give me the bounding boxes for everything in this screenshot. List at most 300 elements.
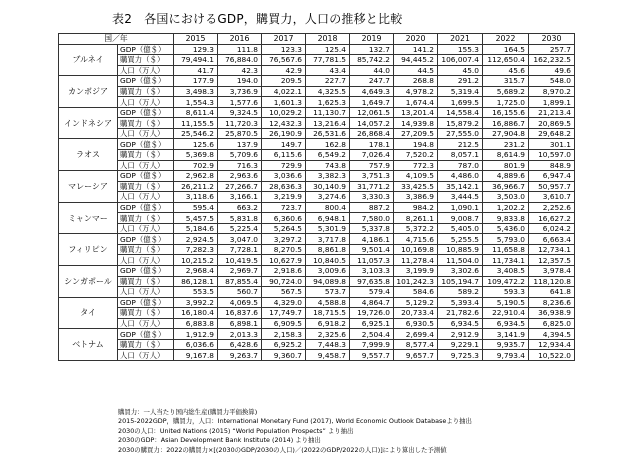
indicator-label: 人口（万人） — [118, 223, 174, 234]
value-cell: 3,992.2 — [174, 297, 218, 308]
data-table — [58, 33, 575, 361]
value-cell: 111.8 — [218, 44, 262, 55]
value-cell: 79,494.1 — [174, 55, 218, 66]
value-cell: 90,724.0 — [262, 276, 306, 287]
value-cell: 14,558.4 — [438, 107, 483, 118]
indicator-label: GDP（億＄） — [118, 76, 174, 87]
indicator-label: 人口（万人） — [118, 287, 174, 298]
value-cell: 21,782.6 — [438, 308, 483, 319]
value-cell: 17,749.7 — [262, 308, 306, 319]
value-cell: 178.1 — [350, 139, 394, 150]
country-name: シンガポール — [59, 266, 118, 298]
value-cell: 2,962.8 — [174, 171, 218, 182]
value-cell: 9,501.4 — [350, 244, 394, 255]
value-cell: 8,236.6 — [529, 297, 575, 308]
value-cell: 1,090.1 — [438, 202, 483, 213]
value-cell: 11,720.3 — [218, 118, 262, 129]
country-name: カンボジア — [59, 76, 118, 108]
table-row — [59, 44, 575, 55]
value-cell: 7,580.0 — [350, 213, 394, 224]
value-cell: 6,918.2 — [306, 318, 350, 329]
value-cell: 848.9 — [529, 160, 575, 171]
value-cell: 10,169.8 — [394, 244, 438, 255]
value-cell: 3,118.6 — [174, 192, 218, 203]
indicator-label: 人口（万人） — [118, 318, 174, 329]
value-cell: 27,904.8 — [483, 128, 529, 139]
table-row — [59, 65, 575, 76]
table-row — [59, 202, 575, 213]
value-cell: 11,130.7 — [306, 107, 350, 118]
value-cell: 4,329.0 — [262, 297, 306, 308]
value-cell: 2,968.4 — [174, 266, 218, 277]
table-row — [59, 150, 575, 161]
value-cell: 8,261.1 — [394, 213, 438, 224]
table-row — [59, 97, 575, 108]
value-cell: 1,601.3 — [262, 97, 306, 108]
value-cell: 14,939.8 — [394, 118, 438, 129]
table-row — [59, 287, 575, 298]
value-cell: 194.0 — [218, 76, 262, 87]
value-cell: 2,504.4 — [350, 329, 394, 340]
value-cell: 94,445.2 — [394, 55, 438, 66]
value-cell: 15,879.2 — [438, 118, 483, 129]
value-cell: 5,255.5 — [438, 234, 483, 245]
country-name: フィリピン — [59, 234, 118, 266]
value-cell: 560.7 — [218, 287, 262, 298]
value-cell: 155.3 — [438, 44, 483, 55]
value-cell: 10,215.2 — [174, 255, 218, 266]
value-cell: 6,947.4 — [529, 171, 575, 182]
value-cell: 3,297.2 — [262, 234, 306, 245]
value-cell: 16,837.6 — [218, 308, 262, 319]
table-row — [59, 171, 575, 182]
value-cell: 2,158.3 — [262, 329, 306, 340]
value-cell: 10,627.9 — [262, 255, 306, 266]
header-corner: 国／年 — [59, 34, 174, 45]
value-cell: 8,270.5 — [262, 244, 306, 255]
value-cell: 9,557.7 — [350, 350, 394, 361]
value-cell: 5,129.2 — [394, 297, 438, 308]
value-cell: 4,069.5 — [218, 297, 262, 308]
value-cell: 26,211.2 — [174, 181, 218, 192]
value-cell: 36,966.7 — [483, 181, 529, 192]
value-cell: 4,186.1 — [350, 234, 394, 245]
table-row — [59, 297, 575, 308]
value-cell: 6,925.2 — [262, 339, 306, 350]
value-cell: 9,229.1 — [438, 339, 483, 350]
table-row — [59, 339, 575, 350]
value-cell: 702.9 — [174, 160, 218, 171]
value-cell: 231.2 — [483, 139, 529, 150]
value-cell: 10,840.5 — [306, 255, 350, 266]
value-cell: 3,166.1 — [218, 192, 262, 203]
table-row — [59, 329, 575, 340]
value-cell: 641.8 — [529, 287, 575, 298]
value-cell: 772.3 — [394, 160, 438, 171]
indicator-label: GDP（億＄） — [118, 139, 174, 150]
value-cell: 887.2 — [350, 202, 394, 213]
value-cell: 787.0 — [438, 160, 483, 171]
value-cell: 13,216.4 — [306, 118, 350, 129]
value-cell: 548.0 — [529, 76, 575, 87]
value-cell: 11,658.8 — [483, 244, 529, 255]
value-cell: 132.7 — [350, 44, 394, 55]
indicator-label: 購買力（＄） — [118, 308, 174, 319]
note-line: 2015-2022GDP，購買力，人口：International Monetary Fund (2017), World Economic Outlook Databaseより抽出 — [118, 417, 472, 426]
country-name: ミャンマー — [59, 202, 118, 234]
table-row — [59, 234, 575, 245]
table-row — [59, 160, 575, 171]
value-cell: 4,109.5 — [394, 171, 438, 182]
value-cell: 723.7 — [262, 202, 306, 213]
value-cell: 3,498.3 — [174, 86, 218, 97]
value-cell: 5,319.4 — [438, 86, 483, 97]
value-cell: 3,330.3 — [350, 192, 394, 203]
value-cell: 7,999.9 — [350, 339, 394, 350]
value-cell: 9,324.5 — [218, 107, 262, 118]
value-cell: 14,057.2 — [350, 118, 394, 129]
value-cell: 209.5 — [262, 76, 306, 87]
value-cell: 9,360.7 — [262, 350, 306, 361]
value-cell: 6,934.5 — [483, 318, 529, 329]
table-row — [59, 107, 575, 118]
value-cell: 2,912.9 — [438, 329, 483, 340]
value-cell: 268.8 — [394, 76, 438, 87]
value-cell: 5,264.5 — [262, 223, 306, 234]
value-cell: 4,588.8 — [306, 297, 350, 308]
value-cell: 45.6 — [483, 65, 529, 76]
indicator-label: 人口（万人） — [118, 350, 174, 361]
value-cell: 97,635.8 — [350, 276, 394, 287]
table-row — [59, 266, 575, 277]
value-cell: 11,155.5 — [174, 118, 218, 129]
value-cell: 6,898.1 — [218, 318, 262, 329]
value-cell: 291.2 — [438, 76, 483, 87]
value-cell: 125.6 — [174, 139, 218, 150]
table-row — [59, 181, 575, 192]
value-cell: 162,232.5 — [529, 55, 575, 66]
value-cell: 28,636.3 — [262, 181, 306, 192]
indicator-label: 人口（万人） — [118, 65, 174, 76]
value-cell: 194.8 — [394, 139, 438, 150]
value-cell: 257.7 — [529, 44, 575, 55]
value-cell: 2,252.6 — [529, 202, 575, 213]
value-cell: 118,120.8 — [529, 276, 575, 287]
table-row — [59, 244, 575, 255]
table-row — [59, 76, 575, 87]
value-cell: 593.3 — [483, 287, 529, 298]
value-cell: 3,009.6 — [306, 266, 350, 277]
value-cell: 6,360.6 — [262, 213, 306, 224]
value-cell: 5,689.2 — [483, 86, 529, 97]
value-cell: 137.9 — [218, 139, 262, 150]
value-cell: 1,674.4 — [394, 97, 438, 108]
indicator-label: 人口（万人） — [118, 128, 174, 139]
value-cell: 7,282.3 — [174, 244, 218, 255]
indicator-label: GDP（億＄） — [118, 171, 174, 182]
value-cell: 5,190.5 — [483, 297, 529, 308]
value-cell: 729.9 — [262, 160, 306, 171]
value-cell: 1,202.2 — [483, 202, 529, 213]
value-cell: 4,325.5 — [306, 86, 350, 97]
value-cell: 10,419.5 — [218, 255, 262, 266]
value-cell: 16,886.7 — [483, 118, 529, 129]
value-cell: 50,957.7 — [529, 181, 575, 192]
table-row — [59, 276, 575, 287]
year-header: 2016 — [218, 34, 262, 45]
value-cell: 3,199.9 — [394, 266, 438, 277]
value-cell: 12,934.4 — [529, 339, 575, 350]
value-cell: 141.2 — [394, 44, 438, 55]
year-header: 2022 — [483, 34, 529, 45]
indicator-label: 購買力（＄） — [118, 181, 174, 192]
value-cell: 4,022.1 — [262, 86, 306, 97]
value-cell: 5,393.4 — [438, 297, 483, 308]
value-cell: 11,504.0 — [438, 255, 483, 266]
value-cell: 8,861.8 — [306, 244, 350, 255]
value-cell: 757.9 — [350, 160, 394, 171]
value-cell: 2,013.3 — [218, 329, 262, 340]
value-cell: 1,699.5 — [438, 97, 483, 108]
value-cell: 9,458.7 — [306, 350, 350, 361]
value-cell: 1,899.1 — [529, 97, 575, 108]
value-cell: 5,225.4 — [218, 223, 262, 234]
indicator-label: 人口（万人） — [118, 255, 174, 266]
value-cell: 3,103.3 — [350, 266, 394, 277]
value-cell: 584.6 — [394, 287, 438, 298]
indicator-label: 人口（万人） — [118, 192, 174, 203]
value-cell: 30,140.9 — [306, 181, 350, 192]
indicator-label: 購買力（＄） — [118, 276, 174, 287]
value-cell: 3,444.5 — [438, 192, 483, 203]
value-cell: 8,057.1 — [438, 150, 483, 161]
value-cell: 26,531.6 — [306, 128, 350, 139]
indicator-label: 購買力（＄） — [118, 339, 174, 350]
value-cell: 19,726.0 — [350, 308, 394, 319]
indicator-label: 人口（万人） — [118, 160, 174, 171]
value-cell: 27,555.0 — [438, 128, 483, 139]
value-cell: 35,142.1 — [438, 181, 483, 192]
page-title: 表2 各国におけるGDP，購買力，人口の推移と比較 — [112, 12, 403, 26]
country-name: ブルネイ — [59, 44, 118, 76]
value-cell: 6,549.2 — [306, 150, 350, 161]
value-cell: 2,699.4 — [394, 329, 438, 340]
value-cell: 27,209.5 — [394, 128, 438, 139]
value-cell: 11,278.4 — [394, 255, 438, 266]
value-cell: 9,657.7 — [394, 350, 438, 361]
value-cell: 5,405.0 — [438, 223, 483, 234]
value-cell: 9,833.8 — [483, 213, 529, 224]
year-header: 2020 — [394, 34, 438, 45]
note-line: 2030の人口：United Nations (2015) “World Population Prospects” より抽出 — [118, 426, 354, 435]
value-cell: 8,614.9 — [483, 150, 529, 161]
value-cell: 6,024.2 — [529, 223, 575, 234]
value-cell: 3,751.3 — [350, 171, 394, 182]
table-row — [59, 192, 575, 203]
value-cell: 3,503.0 — [483, 192, 529, 203]
value-cell: 553.5 — [174, 287, 218, 298]
value-cell: 7,728.1 — [218, 244, 262, 255]
value-cell: 123.3 — [262, 44, 306, 55]
value-cell: 45.0 — [438, 65, 483, 76]
value-cell: 1,554.3 — [174, 97, 218, 108]
value-cell: 8,577.4 — [394, 339, 438, 350]
value-cell: 49.6 — [529, 65, 575, 76]
year-header: 2015 — [174, 34, 218, 45]
country-name: ラオス — [59, 139, 118, 171]
value-cell: 177.9 — [174, 76, 218, 87]
value-cell: 3,141.9 — [483, 329, 529, 340]
value-cell: 2,325.6 — [306, 329, 350, 340]
value-cell: 9,935.7 — [483, 339, 529, 350]
indicator-label: GDP（億＄） — [118, 297, 174, 308]
value-cell: 4,486.0 — [438, 171, 483, 182]
value-cell: 41.7 — [174, 65, 218, 76]
value-cell: 3,978.4 — [529, 266, 575, 277]
table-row — [59, 118, 575, 129]
year-header: 2030 — [529, 34, 575, 45]
country-name: ベトナム — [59, 329, 118, 361]
country-name: マレーシア — [59, 171, 118, 203]
value-cell: 4,715.6 — [394, 234, 438, 245]
value-cell: 5,184.6 — [174, 223, 218, 234]
value-cell: 3,386.9 — [394, 192, 438, 203]
value-cell: 2,918.6 — [262, 266, 306, 277]
indicator-label: 購買力（＄） — [118, 213, 174, 224]
value-cell: 3,717.8 — [306, 234, 350, 245]
value-cell: 109,472.2 — [483, 276, 529, 287]
value-cell: 10,597.0 — [529, 150, 575, 161]
indicator-label: 購買力（＄） — [118, 244, 174, 255]
value-cell: 26,190.9 — [262, 128, 306, 139]
value-cell: 43.4 — [306, 65, 350, 76]
value-cell: 87,855.4 — [218, 276, 262, 287]
value-cell: 10,029.2 — [262, 107, 306, 118]
value-cell: 16,180.4 — [174, 308, 218, 319]
value-cell: 4,394.5 — [529, 329, 575, 340]
table-row — [59, 318, 575, 329]
value-cell: 42.9 — [262, 65, 306, 76]
value-cell: 5,301.9 — [306, 223, 350, 234]
value-cell: 76,884.0 — [218, 55, 262, 66]
indicator-label: 購買力（＄） — [118, 86, 174, 97]
value-cell: 129.3 — [174, 44, 218, 55]
value-cell: 716.3 — [218, 160, 262, 171]
value-cell: 77,781.5 — [306, 55, 350, 66]
value-cell: 4,864.7 — [350, 297, 394, 308]
value-cell: 3,036.6 — [262, 171, 306, 182]
value-cell: 12,734.1 — [529, 244, 575, 255]
value-cell: 94,089.8 — [306, 276, 350, 287]
value-cell: 5,709.6 — [218, 150, 262, 161]
value-cell: 9,008.7 — [438, 213, 483, 224]
table-row — [59, 86, 575, 97]
value-cell: 85,742.2 — [350, 55, 394, 66]
indicator-label: GDP（億＄） — [118, 234, 174, 245]
value-cell: 5,457.5 — [174, 213, 218, 224]
value-cell: 589.2 — [438, 287, 483, 298]
value-cell: 6,825.0 — [529, 318, 575, 329]
value-cell: 567.5 — [262, 287, 306, 298]
year-header: 2017 — [262, 34, 306, 45]
value-cell: 26,868.4 — [350, 128, 394, 139]
table-body — [59, 44, 575, 360]
indicator-label: 購買力（＄） — [118, 118, 174, 129]
value-cell: 86,128.1 — [174, 276, 218, 287]
value-cell: 8,970.2 — [529, 86, 575, 97]
year-header: 2019 — [350, 34, 394, 45]
note-line: 購買力：一人当たり国内総生産(購買力平価換算) — [118, 408, 258, 416]
value-cell: 2,969.7 — [218, 266, 262, 277]
value-cell: 4,889.6 — [483, 171, 529, 182]
notes — [118, 408, 472, 455]
value-cell: 76,567.6 — [262, 55, 306, 66]
indicator-label: 購買力（＄） — [118, 55, 174, 66]
value-cell: 1,577.6 — [218, 97, 262, 108]
table-row — [59, 128, 575, 139]
value-cell: 12,357.5 — [529, 255, 575, 266]
table-row — [59, 255, 575, 266]
value-cell: 6,925.1 — [350, 318, 394, 329]
indicator-label: GDP（億＄） — [118, 266, 174, 277]
value-cell: 9,263.7 — [218, 350, 262, 361]
value-cell: 25,870.5 — [218, 128, 262, 139]
value-cell: 6,948.1 — [306, 213, 350, 224]
value-cell: 10,885.9 — [438, 244, 483, 255]
value-cell: 1,625.3 — [306, 97, 350, 108]
note-line: 2030のGDP：Asian Development Bank Institute (2014) より抽出 — [118, 436, 321, 445]
table-row — [59, 55, 575, 66]
value-cell: 6,663.4 — [529, 234, 575, 245]
value-cell: 743.8 — [306, 160, 350, 171]
value-cell: 29,648.2 — [529, 128, 575, 139]
value-cell: 106,007.4 — [438, 55, 483, 66]
table-row — [59, 223, 575, 234]
value-cell: 5,372.2 — [394, 223, 438, 234]
value-cell: 595.4 — [174, 202, 218, 213]
value-cell: 7,520.2 — [394, 150, 438, 161]
value-cell: 1,649.7 — [350, 97, 394, 108]
value-cell: 149.7 — [262, 139, 306, 150]
value-cell: 10,522.0 — [529, 350, 575, 361]
value-cell: 6,115.6 — [262, 150, 306, 161]
value-cell: 800.4 — [306, 202, 350, 213]
year-header: 2021 — [438, 34, 483, 45]
value-cell: 9,167.8 — [174, 350, 218, 361]
value-cell: 105,194.7 — [438, 276, 483, 287]
value-cell: 125.4 — [306, 44, 350, 55]
value-cell: 7,026.4 — [350, 150, 394, 161]
value-cell: 3,274.6 — [306, 192, 350, 203]
value-cell: 3,219.9 — [262, 192, 306, 203]
value-cell: 9,725.3 — [438, 350, 483, 361]
value-cell: 33,425.5 — [394, 181, 438, 192]
value-cell: 247.7 — [350, 76, 394, 87]
value-cell: 3,610.7 — [529, 192, 575, 203]
value-cell: 663.2 — [218, 202, 262, 213]
value-cell: 573.7 — [306, 287, 350, 298]
table-row — [59, 139, 575, 150]
value-cell: 5,337.8 — [350, 223, 394, 234]
value-cell: 6,930.5 — [394, 318, 438, 329]
value-cell: 27,266.7 — [218, 181, 262, 192]
indicator-label: GDP（億＄） — [118, 107, 174, 118]
value-cell: 5,436.0 — [483, 223, 529, 234]
value-cell: 18,715.5 — [306, 308, 350, 319]
value-cell: 101,242.3 — [394, 276, 438, 287]
value-cell: 212.5 — [438, 139, 483, 150]
value-cell: 13,201.4 — [394, 107, 438, 118]
